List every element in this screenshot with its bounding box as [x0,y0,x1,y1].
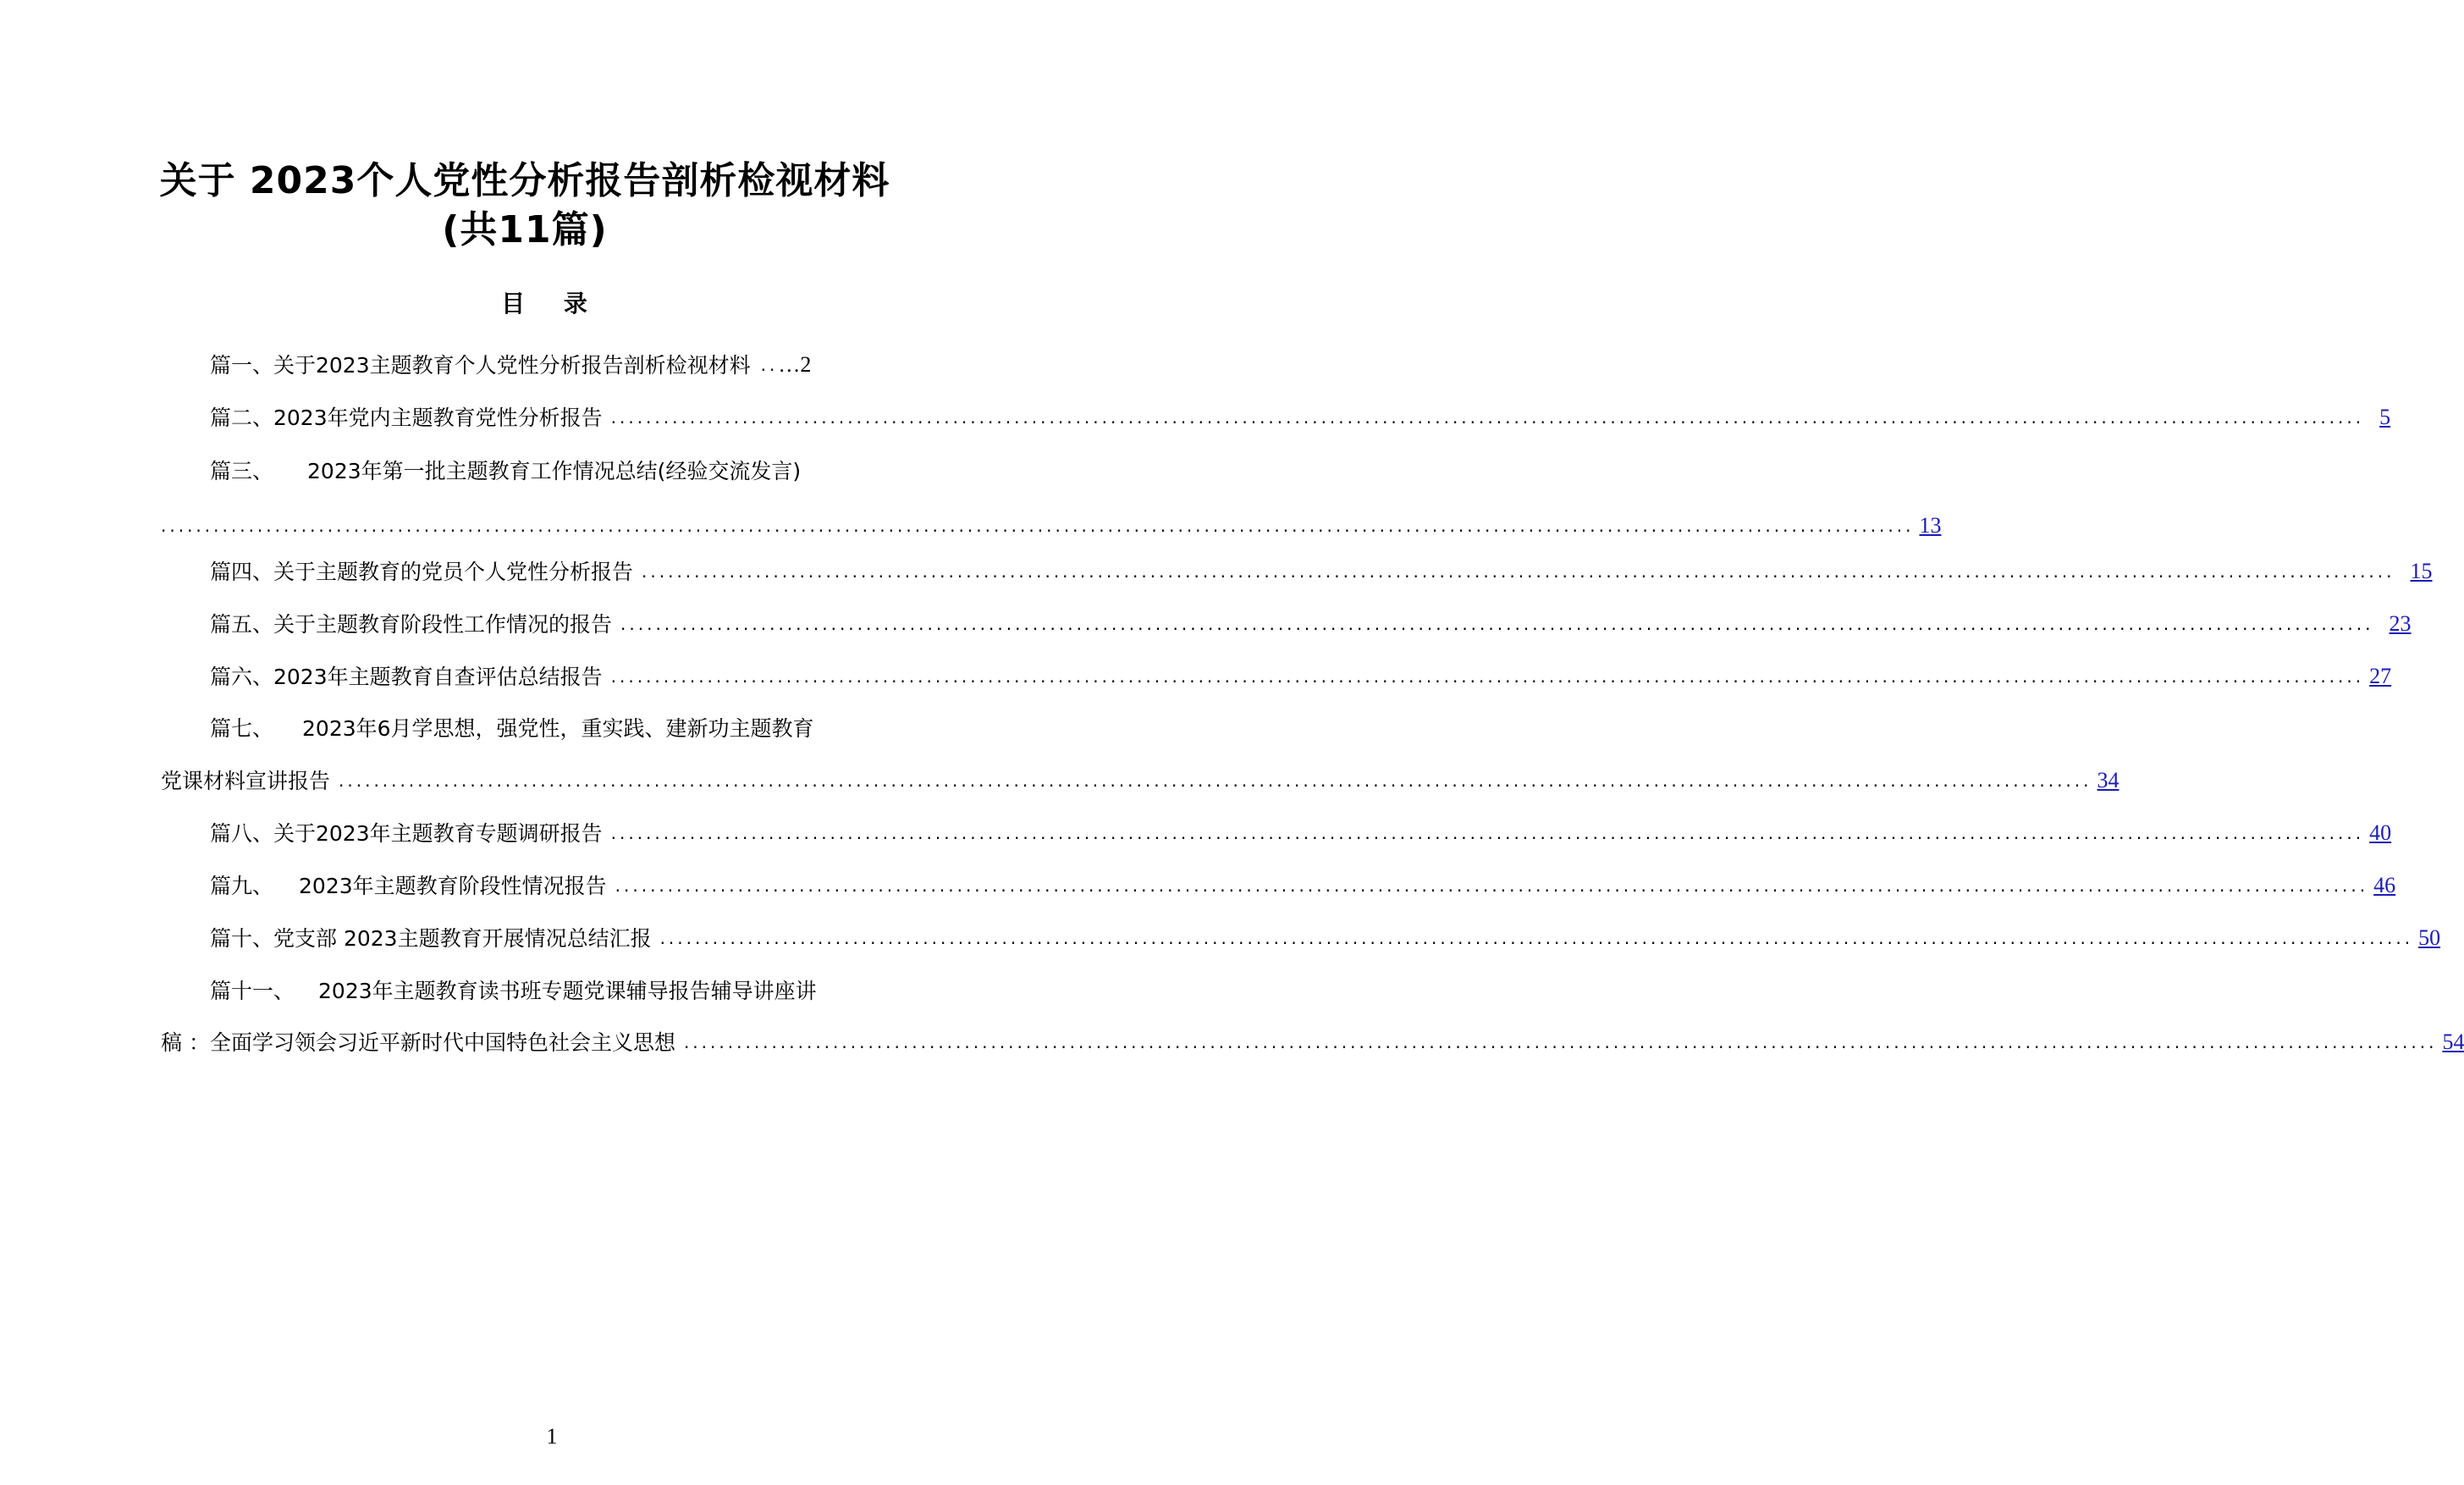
toc-entry-1[interactable] [161,345,889,376]
toc-entry-title: 2023年主题教育读书班专题党课辅导报告辅导讲座讲 [318,979,817,1003]
toc-page-link[interactable]: 27 [2369,664,2392,688]
toc-entry-4[interactable] [161,552,2433,584]
toc-entry-3-line2[interactable] [161,506,1942,538]
toc-page-number[interactable]: …2 [778,352,812,377]
toc-entry-11-line1[interactable] [161,971,889,1002]
toc-page-link[interactable]: 46 [2373,873,2396,897]
toc-entry-10[interactable] [161,919,2441,951]
toc-entry-7-line1[interactable] [161,709,889,739]
toc-entry-7-line2[interactable] [161,761,2119,793]
toc-page-link[interactable]: 13 [1919,513,1942,538]
toc-leader-dots: ........................................................................................................................................................................................................ [620,614,2374,634]
toc-entry-title-continued: 稿 ：全面学习领会习近平新时代中国特色社会主义思想 [161,1030,675,1055]
toc-page-link[interactable]: 15 [2410,559,2433,583]
toc-entry-title: 篇六、2023年主题教育自查评估总结报告 [210,665,603,689]
toc-leader-dots: ........................................................................................................................................................................................................ [339,770,2092,791]
toc-leader-dots: .. [760,355,779,375]
toc-entry-3-line1[interactable] [161,451,889,482]
toc-leader-dots: ........................................................................................................................................................................................................ [683,1032,2438,1052]
toc-leader-dots: ........................................................................................................................................................................................................ [642,561,2395,582]
toc-entry-title: 篇五、关于主题教育阶段性工作情况的报告 [210,612,613,637]
toc-page-link[interactable]: 5 [2379,405,2391,429]
toc-page-link[interactable]: 23 [2389,611,2412,636]
toc-leader-dots: ........................................................................................................................................................................................................ [610,407,2365,428]
toc-leader-dots: ........................................................................................................................................................................................................ [610,823,2365,843]
toc-page-link[interactable]: 34 [2097,768,2119,792]
toc-entry-title: 篇一、关于2023主题教育个人党性分析报告剖析检视材料 [210,353,751,378]
toc-entry-6[interactable] [161,657,2392,689]
toc-leader-dots: ........................................................................................................................................................................................................ [161,516,1915,536]
toc-entry-9[interactable] [161,866,2396,898]
toc-entry-title-continued: 党课材料宣讲报告 [161,769,331,793]
toc-entry-2[interactable] [161,398,2391,430]
toc-entry-title: 篇十、党支部 2023主题教育开展情况总结汇报 [210,926,652,951]
toc-entry-11-line2[interactable] [161,1023,2464,1055]
toc-page-link[interactable]: 40 [2369,820,2392,845]
toc-entry-prefix: 篇九、 [210,874,274,898]
toc-heading: 目 录 [501,290,603,317]
toc-entry-prefix: 篇七、 [210,716,274,741]
toc-entry-5[interactable] [161,604,2412,637]
toc-entry-title: 篇四、关于主题教育的党员个人党性分析报告 [210,560,634,584]
document-title-line2: (共11篇) [442,208,608,251]
toc-entry-8[interactable] [161,814,2392,846]
toc-entry-title: 2023年6月学思想，强党性，重实践、建新功主题教育 [302,716,814,741]
page-number: 1 [546,1424,558,1449]
toc-leader-dots: ........................................................................................................................................................................................................ [610,666,2365,687]
toc-entry-title: 篇八、关于2023年主题教育专题调研报告 [210,821,603,846]
document-title-line1: 关于 2023个人党性分析报告剖析检视材料 [159,159,890,202]
table-of-contents [161,0,2464,1101]
toc-entry-title: 2023年第一批主题教育工作情况总结(经验交流发言) [307,459,802,483]
toc-entry-title: 篇二、2023年党内主题教育党性分析报告 [210,406,603,430]
toc-leader-dots: ........................................................................................................................................................................................................ [615,875,2369,896]
toc-leader-dots: ........................................................................................................................................................................................................ [659,928,2414,948]
toc-entry-title: 2023年主题教育阶段性情况报告 [299,874,607,898]
toc-entry-prefix: 篇三、 [210,459,274,483]
toc-page-link[interactable]: 50 [2418,925,2441,950]
toc-page-link[interactable]: 54 [2442,1030,2464,1054]
toc-entry-prefix: 篇十一、 [210,979,295,1003]
